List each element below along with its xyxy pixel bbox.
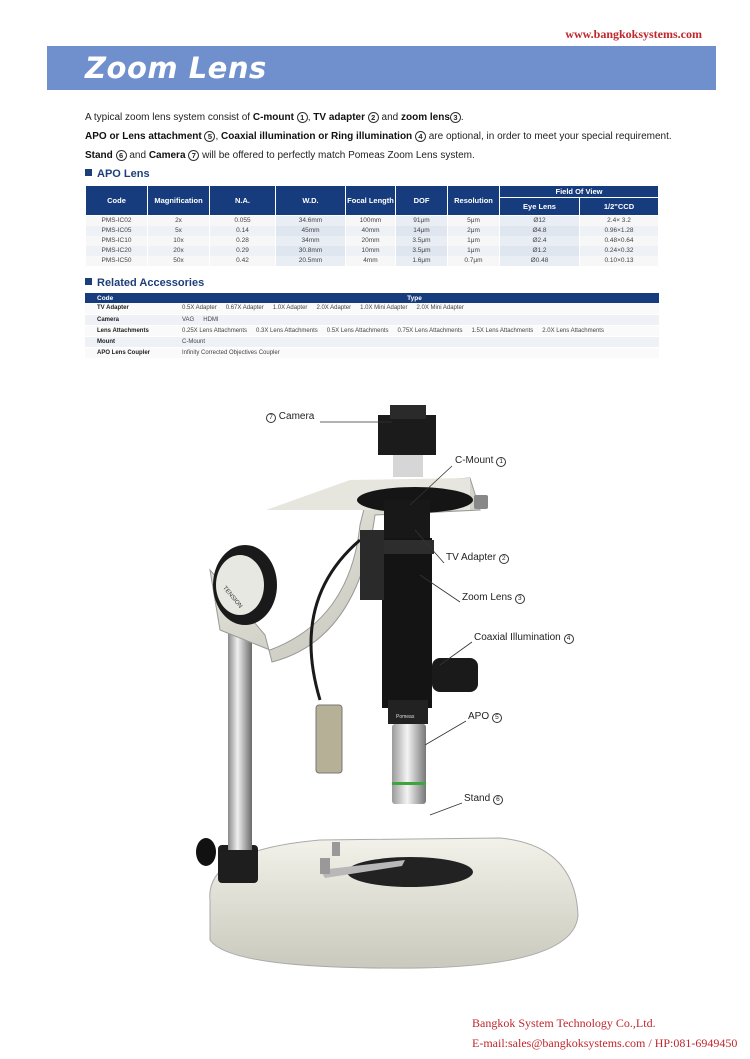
number-badge: 4 xyxy=(415,131,426,142)
accessory-item: 0.3X Lens Attachments xyxy=(256,327,318,334)
table-cell: 14μm xyxy=(396,226,448,236)
acc-col-type: Type xyxy=(170,293,659,303)
accessory-item: 0.75X Lens Attachments xyxy=(397,327,463,334)
number-badge: 1 xyxy=(496,457,506,467)
intro-text: . xyxy=(460,112,464,123)
accessory-item: 2.0X Lens Attachments xyxy=(542,327,604,334)
leader-line xyxy=(420,575,460,602)
intro-bold: C-mount xyxy=(252,112,294,123)
table-cell: 2x xyxy=(148,216,210,226)
number-badge: 2 xyxy=(368,112,379,123)
table-cell: 100mm xyxy=(346,216,396,226)
intro-bold: Stand xyxy=(85,150,113,161)
table-cell: 0.96×1.28 xyxy=(580,226,659,236)
diagram-label-text: C-Mount xyxy=(455,455,494,466)
table-cell: 0.28 xyxy=(210,236,276,246)
col-focal-length: Focal Length xyxy=(346,186,396,216)
intro-bold: TV adapter xyxy=(313,112,365,123)
accessory-item: HDMI xyxy=(203,316,219,323)
table-cell: 10x xyxy=(148,236,210,246)
diagram-label xyxy=(446,552,509,564)
acc-col-code: Code xyxy=(85,293,170,303)
number-badge: 3 xyxy=(450,112,461,123)
table-cell: Ø2.4 xyxy=(500,236,580,246)
accessory-code: Mount xyxy=(85,336,170,347)
diagram-label-text: TV Adapter xyxy=(446,552,497,563)
accessory-item: Infinity Corrected Objectives Coupler xyxy=(182,349,280,356)
table-cell: 34.6mm xyxy=(276,216,346,226)
table-cell: 0.14 xyxy=(210,226,276,236)
accessory-code: APO Lens Coupler xyxy=(85,347,170,358)
table-cell: 10mm xyxy=(346,246,396,256)
intro-bold: zoom lens xyxy=(401,112,450,123)
number-badge: 4 xyxy=(564,634,574,644)
table-cell: 30.8mm xyxy=(276,246,346,256)
table-cell: 0.055 xyxy=(210,216,276,226)
number-badge: 6 xyxy=(116,150,127,161)
table-cell: PMS-IC10 xyxy=(86,236,148,246)
diagram-label xyxy=(474,632,574,644)
diagram-label xyxy=(462,592,525,604)
diagram-label xyxy=(455,455,506,467)
accessory-code: TV Adapter xyxy=(85,303,170,314)
table-cell: PMS-IC20 xyxy=(86,246,148,256)
intro-text: will be offered to perfectly match Pomeas Zoom Lens system. xyxy=(199,150,475,161)
diagram-label-text: Stand xyxy=(464,793,491,804)
table-cell: 0.42 xyxy=(210,256,276,266)
table-cell: Ø12 xyxy=(500,216,580,226)
table-cell: 91μm xyxy=(396,216,448,226)
accessory-code: Lens Attachments xyxy=(85,325,170,336)
table-cell: 20mm xyxy=(346,236,396,246)
number-badge: 1 xyxy=(297,112,308,123)
table-cell: PMS-IC50 xyxy=(86,256,148,266)
accessory-item: VAG xyxy=(182,316,195,323)
intro-text: A typical zoom lens system consist of xyxy=(85,112,253,123)
accessory-item: 2.0X Adapter xyxy=(316,305,352,312)
diagram-label xyxy=(468,711,502,723)
number-badge: 7 xyxy=(188,150,199,161)
number-badge: 6 xyxy=(493,795,503,805)
accessory-item: 0.5X Adapter xyxy=(182,305,217,312)
leader-line xyxy=(410,466,452,505)
table-cell: 1μm xyxy=(448,246,500,256)
number-badge: 7 xyxy=(266,413,276,423)
diagram-label-text: APO xyxy=(468,711,490,722)
tension-label: TENSION xyxy=(221,585,243,610)
table-cell: 5μm xyxy=(448,216,500,226)
table-cell: 1μm xyxy=(448,236,500,246)
table-cell: 0.7μm xyxy=(448,256,500,266)
diagram-label-text: Camera xyxy=(278,411,315,422)
table-cell: 20x xyxy=(148,246,210,256)
col-ccd: 1/2"CCD xyxy=(580,198,659,216)
leader-line xyxy=(425,721,466,745)
accessory-item: 1.0X Adapter xyxy=(272,305,308,312)
table-cell: 34mm xyxy=(276,236,346,246)
table-cell: PMS-IC02 xyxy=(86,216,148,226)
table-cell: Ø0.48 xyxy=(500,256,580,266)
col-resolution: Resolution xyxy=(448,186,500,216)
table-cell: 0.29 xyxy=(210,246,276,256)
table-cell: 0.48×0.64 xyxy=(580,236,659,246)
number-badge: 5 xyxy=(492,713,502,723)
website-url[interactable]: www.bangkoksystems.com xyxy=(565,27,702,41)
apo-lens-heading-text: APO Lens xyxy=(97,168,150,180)
col-eye-lens: Eye Lens xyxy=(500,198,580,216)
accessory-item: 1.0X Mini Adapter xyxy=(360,305,408,312)
intro-bold: Camera xyxy=(148,150,186,161)
accessory-code: Camera xyxy=(85,314,170,325)
table-cell: PMS-IC05 xyxy=(86,226,148,236)
company-name: Bangkok System Technology Co.,Ltd. xyxy=(472,1016,656,1030)
accessory-item: 1.5X Lens Attachments xyxy=(471,327,534,334)
table-cell: 1.6μm xyxy=(396,256,448,266)
number-badge: 3 xyxy=(515,594,525,604)
accessory-item: 0.67X Adapter xyxy=(225,305,264,312)
table-cell: 20.5mm xyxy=(276,256,346,266)
table-cell: 3.5μm xyxy=(396,246,448,256)
intro-text: and xyxy=(378,112,402,123)
table-cell: 2.4× 3.2 xyxy=(580,216,659,226)
table-cell: 0.24×0.32 xyxy=(580,246,659,256)
accessory-item: C-Mount xyxy=(182,338,206,345)
diagram-label xyxy=(266,411,314,423)
table-cell: 3.5μm xyxy=(396,236,448,246)
leader-line xyxy=(430,803,462,815)
col-dof: DOF xyxy=(396,186,448,216)
col-na: N.A. xyxy=(210,186,276,216)
lens-brand-label: Pomeas xyxy=(396,714,415,720)
table-cell: 5x xyxy=(148,226,210,236)
page-title: Zoom Lens xyxy=(85,51,267,85)
intro-bold: APO or Lens attachment xyxy=(85,131,202,142)
number-badge: 2 xyxy=(499,554,509,564)
col-field-of-view: Field Of View xyxy=(500,186,659,198)
intro-text: , xyxy=(307,112,314,123)
leader-line xyxy=(415,530,444,563)
intro-text: are optional, in order to meet your special requirement. xyxy=(425,131,672,142)
table-cell: 4mm xyxy=(346,256,396,266)
table-cell: 0.10×0.13 xyxy=(580,256,659,266)
diagram-label-text: Zoom Lens xyxy=(462,592,513,603)
table-cell: 2μm xyxy=(448,226,500,236)
table-cell: Ø1.2 xyxy=(500,246,580,256)
number-badge: 5 xyxy=(204,131,215,142)
table-cell: 50x xyxy=(148,256,210,266)
table-cell: 45mm xyxy=(276,226,346,236)
col-wd: W.D. xyxy=(276,186,346,216)
related-accessories-heading-text: Related Accessories xyxy=(97,277,205,289)
intro-bold: Coaxial illumination or Ring illumination xyxy=(221,131,413,142)
intro-text: and xyxy=(126,150,149,161)
contact-info[interactable]: E-mail:sales@bangkoksystems.com / HP:081-6949450 xyxy=(472,1036,738,1050)
accessory-item: 0.5X Lens Attachments xyxy=(326,327,389,334)
col-magnification: Magnification xyxy=(148,186,210,216)
col-code: Code xyxy=(86,186,148,216)
leader-line xyxy=(440,642,472,665)
intro-text: , xyxy=(215,131,222,142)
diagram-label-text: Coaxial Illumination xyxy=(474,632,561,643)
accessory-item: 2.0X Mini Adapter xyxy=(416,305,464,312)
table-cell: Ø4.8 xyxy=(500,226,580,236)
table-cell: 40mm xyxy=(346,226,396,236)
diagram-label xyxy=(464,793,503,805)
accessory-item: 0.25X Lens Attachments xyxy=(182,327,248,334)
